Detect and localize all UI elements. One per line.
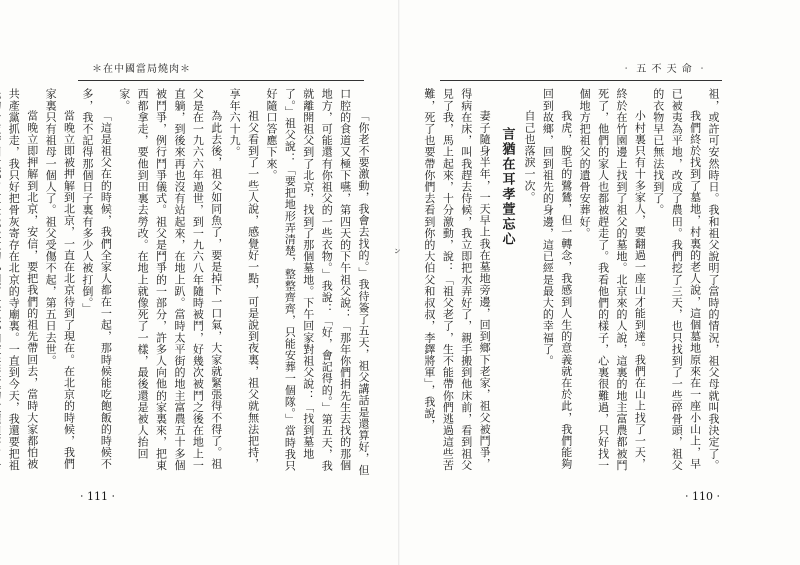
right-page — [400, 0, 800, 565]
header-rule — [78, 80, 364, 81]
paragraph: 當晚立即被押解到北京，一直在北京待到了現在。在北京的時候，我們家裏只有祖母一個人了。祖父受傷不起，第五日去世。 — [44, 88, 76, 470]
paragraph: 當晚立即押解到北京，安信，要把我們的祖先帶回去，當時大家都怕被共產黨抓走，我只好把骨灰寄存在北京的寺廟裏。一直到今天，我還要把祖 — [7, 88, 39, 471]
header-rule — [440, 80, 722, 81]
paragraph: 妻子隨身半年，一天早上我在墓地旁邊，回到鄉下老家，祖父被鬥爭，得病在床，叫我趕去侍候，我立即把水弄好了，親手搬到他床前，看到祖父見了我，馬上起來，十分激動，說：「祖父老了，生不能帶你們逃過這些苦難，死了也要帶你們去看到你的大伯父和叔叔，李鐸將軍」，我說， — [422, 88, 492, 471]
chapter-title: 言猶在耳孝萱忘心 — [499, 127, 515, 247]
paragraph: 「你老不要激動，我會去找的。」我待簽了五天，祖父講話是還算好，但口腔的食道又極下嚥，第四天的下午祖父說：「那年你們捐先生去找的那個地方，可能還有你祖父的一些衣物。」我說：「好，會記得的。」第五天，我就離開祖父到了北京，找到了那個墓地。下午回家對祖父說：「找到墓地了。」祖父說：「要把地形弄清楚，整整齊齊，只能安葬一個隊。」當時我只好隨口答應下來。 — [264, 88, 370, 476]
paragraph: 祖，或許可安然時日。我和祖父說明了當時的情況，祖父母就叫我決定了。 — [707, 88, 720, 471]
paragraph: 為此去後，祖父如同魚了，要是掉下一口氣，大家就緊張得不得了。祖父是在一九六六年過世，到一九六八年隨時被鬥，好幾次被鬥之後在地上一直躺，到後來再也沒有站起來，在地上趴。當時太平街的地主富農五十多個被鬥爭，例行鬥爭儀式。祖父是鬥爭的一部分，許多人向他的家裏來，把東西都拿走，要他到田裏去勞改。在地上就像死了一樣，最後還是被人抬回家。 — [117, 88, 223, 471]
paragraph: 我們終於找到了墓地，村裏的老人說，這個墓地原來在一座小山上，早已被夷為平地，改成了農田。我們挖了三天，也只找到了一些碎骨頭，祖父的衣物早已無法找到了。 — [651, 88, 702, 471]
paragraph: 祖父看到了一些人說，感覺好一點，可是說到夜裏，祖父就無法把持，享年六十九。 — [228, 88, 260, 470]
paragraph: 自己也落淚一次。 — [522, 110, 536, 203]
page-number: ‧ 110 ‧ — [685, 490, 720, 503]
body-text — [422, 88, 722, 478]
running-head: ＊在中國當局燒肉＊ — [92, 64, 191, 75]
running-head: ‧ 五 不 天 命 ‧ — [621, 64, 708, 75]
page-number: ‧ 111 ‧ — [80, 490, 115, 503]
paragraph: 我虎，脫毛的鷺鷥，但一轉念，我感到人生的意義就在於此，我們能夠回到故鄉，回到祖先的身邊，這已經是最大的幸福了。 — [541, 88, 573, 470]
paragraph: 小村裏只有十多家人，要翻過一座山才能到達。我們在山上找了一天，終於在竹園邊上找到了祖父的墓地。北京來的人說，這裏的地主富農都被鬥死了，他們的家人也都被趕走了。我看他們的樣子，心裏很難過，只好找一個地方把祖父的遺骨安葬好。 — [578, 88, 647, 471]
body-text — [7, 88, 372, 478]
paragraph: 「這是祖父在的時候，我們全家人都在一起，那時候能吃飽飯的時候不多，我不記得那個日子裏有多少人被打倒。」 — [80, 88, 113, 470]
